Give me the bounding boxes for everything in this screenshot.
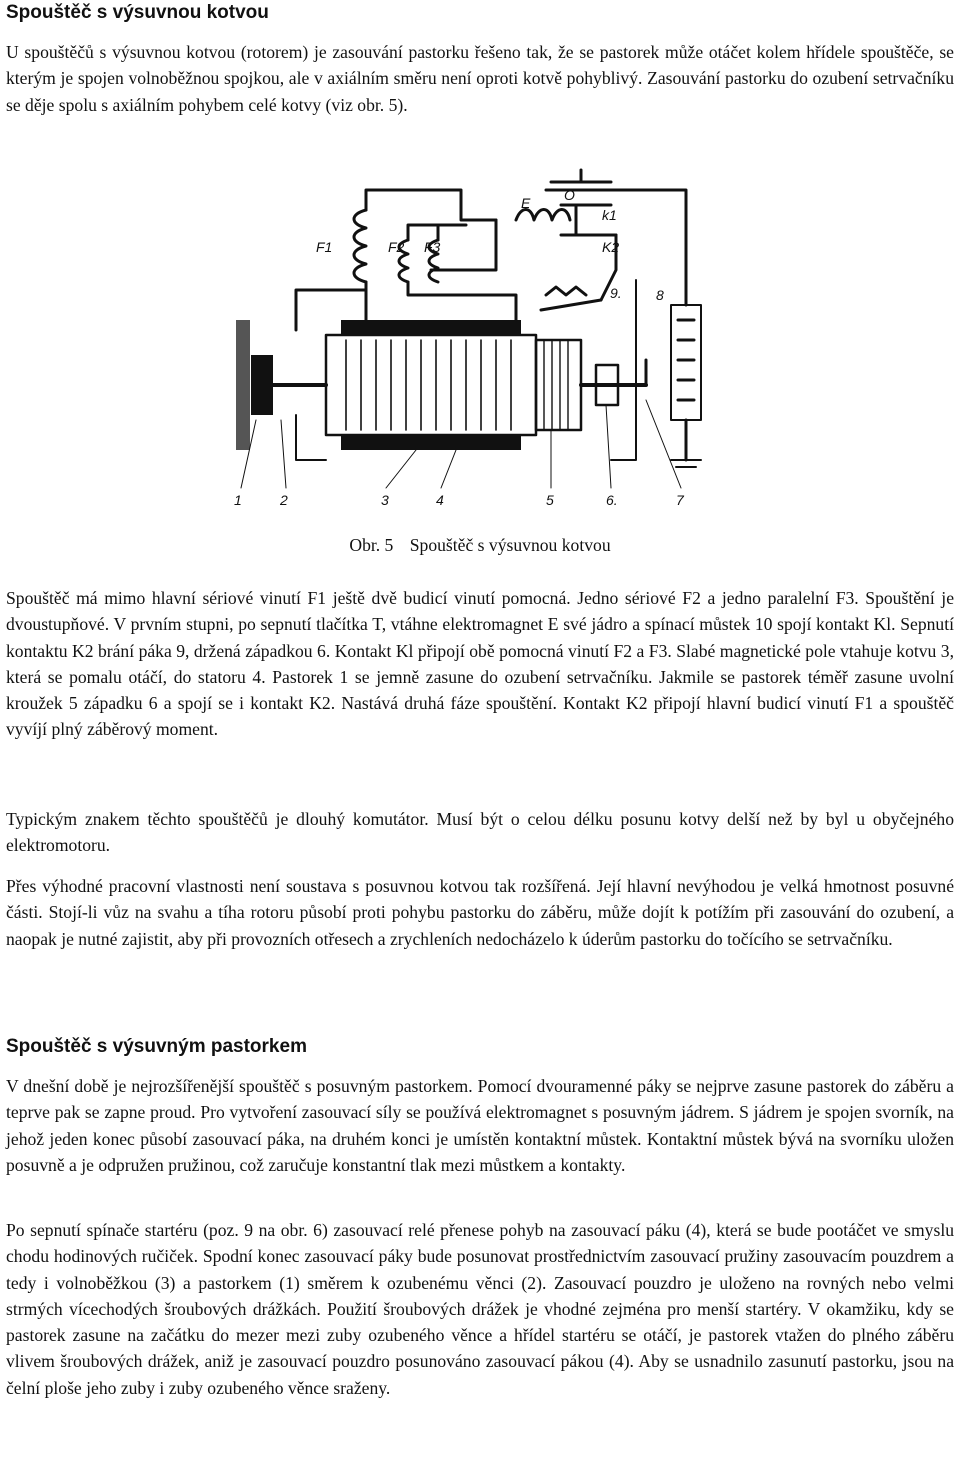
paragraph-typical-feature: Typickým znakem těchto spouštěčů je dlouhý komutátor. Musí být o celou délku posunu kotvy delší než by byl u obyčejného elektromotoru. (6, 809, 954, 856)
paragraph-advantages: Přes výhodné pracovní vlastnosti není soustava s posuvnou kotvou tak rozšířená. Její hlavní nevýhodou je velká hmotnost posuvné části. Stojí-li vůz na svahu a tíha rotoru působí proti pohybu pastorku do záběru, může dojít k potížím při zasouvání do ozubení, a naopak je nutné zajistit, aby při provozních otřesech a zrychleních nedocházelo k úderům pastorku do točícího se setrvačníku. (6, 876, 954, 949)
armature-laminations (346, 340, 511, 430)
commutator-bars (544, 340, 568, 430)
flywheel-ring (236, 320, 250, 450)
label-9: 9. (610, 285, 622, 301)
wire-e-down (431, 220, 496, 270)
motor-stator (326, 335, 536, 435)
paragraph-today: V dnešní době je nejrozšířenější spouštěč s posuvným pastorkem. Pomocí dvouramenné páky se nejprve zasune pastorek do záběru a teprve pak se zapne proud. Pro vytvoření zasouvací síly se používá elektromagnet s posuvným jádrem. S jádrem je spojen svorník, na jehož jeden konec působí zasouvací páka, na druhém konci je umístěn kontaktní můstek. Kontaktní můstek bývá na svorníku uložen posuvně a je odpružen pružinou, což zaručuje konstantní tlak mezi můstkem a kontakty. (6, 1076, 954, 1175)
coil-E (516, 210, 570, 221)
paragraph-start-sequence: Po sepnutí spínače startéru (poz. 9 na obr. 6) zasouvací relé přenese pohyb na zasouvací páku (4), která se bude pootáčet ve smyslu chodu hodinových ručiček. Spodní konec zasouvací páky bude posunovat prostřednictvím zasouvací pružiny zasouvacím pouzdrem a tedy i volnoběžkou (3) a pastorkem (1) směrem k ozubenému věnci (2). Zasouvací pouzdro je uloženo na rovných nebo velmi strmých vícechodých šroubových drážkách. Použití šroubových drážek je vhodné zejména pro menší startéry. V okamžiku, kdy se pastorek zasune na začátku do mezer mezi zuby ozubeného věnce a hřídel startéru se otáčí, je pastorek vtažen do plného záběru vlivem šroubových drážek, aniž je zasouvací pouzdro posunováno zasouvací pákou (4). Aby se usnadnilo zasunutí pastorku, jsou na čelní ploše jeho zuby i zuby ozubeného věnce sraženy. (6, 1220, 954, 1398)
figure-title: Spouštěč s výsuvnou kotvou (409, 535, 611, 555)
field-pole-top (341, 320, 521, 334)
commutator (536, 340, 581, 430)
label-K2: K2 (602, 239, 620, 255)
lever-9 (541, 287, 601, 310)
coil-F1 (354, 210, 366, 282)
label-7: 7 (676, 492, 684, 508)
label-2: 2 (280, 492, 288, 508)
wire-f2-f3 (408, 225, 516, 300)
section-heading-sliding-armature: Spouštěč s výsuvnou kotvou (6, 2, 269, 23)
label-F3: F3 (424, 239, 441, 255)
label-F2: F2 (388, 239, 405, 255)
figure-number: Obr. 5 (349, 535, 394, 555)
wire-top-left (366, 190, 496, 220)
catch-6 (618, 360, 646, 385)
paragraph-description: Spouštěč má mimo hlavní sériové vinutí F1 ještě dvě budicí vinutí pomocná. Jedno sériové F2 a jedno paralelní F3. Spouštění je dvoustupňové. V prvním stupni, po sepnutí tlačítka T, vtáhne elektromagnet E své jádro a spínací můstek 10 spojí kontakt Kl. Sepnutí kontaktu K2 brání páka 9, držená západkou 6. Kontakt Kl připojí obě pomocná vinutí F2 a F3. Slabé magnetické pole vtahuje kotvu 3, která se pomalu otáčí, do statoru 4. Pastorek 1 se jemně zasune do ozubení setrvačníku. Jakmile se pastorek téměř zasune uvolní kroužek 5 západku 6 a spojí se i kontakt K2. Nastává druhá fáze spouštění. Kontakt K2 připojí hlavní budicí vinutí F1 a spouštěč vyvíjí plný záběrový moment. (6, 588, 954, 740)
battery-cells (678, 320, 694, 400)
label-1: 1 (234, 492, 242, 508)
starter-schematic (216, 160, 736, 512)
label-O: O (564, 187, 575, 203)
label-4: 4 (436, 492, 444, 508)
label-3: 3 (381, 492, 389, 508)
field-pole-bottom (341, 436, 521, 450)
label-5: 5 (546, 492, 554, 508)
figure-starter-diagram (216, 160, 736, 512)
label-E: E (521, 195, 531, 211)
pinion (251, 355, 273, 415)
label-8: 8 (656, 287, 664, 303)
paragraph-intro: U spouštěčů s výsuvnou kotvou (rotorem) je zasouvání pastorku řešeno tak, že se pastorek může otáčet kolem hřídele spouštěče, se kterým je spojen volnoběžnou spojkou, ale v axiálním směru není oproti kotvě pohyblivý. Zasouvání pastorku do ozubení setrvačníku se děje spolu s axiálním pohybem celé kotvy (viz obr. 5). (6, 42, 954, 115)
label-k1: k1 (602, 207, 617, 223)
section-heading-sliding-pinion: Spouštěč s výsuvným pastorkem (6, 1036, 307, 1057)
label-F1: F1 (316, 239, 333, 255)
figure-caption (6, 533, 954, 557)
label-6: 6. (606, 492, 618, 508)
battery-8 (671, 305, 701, 420)
